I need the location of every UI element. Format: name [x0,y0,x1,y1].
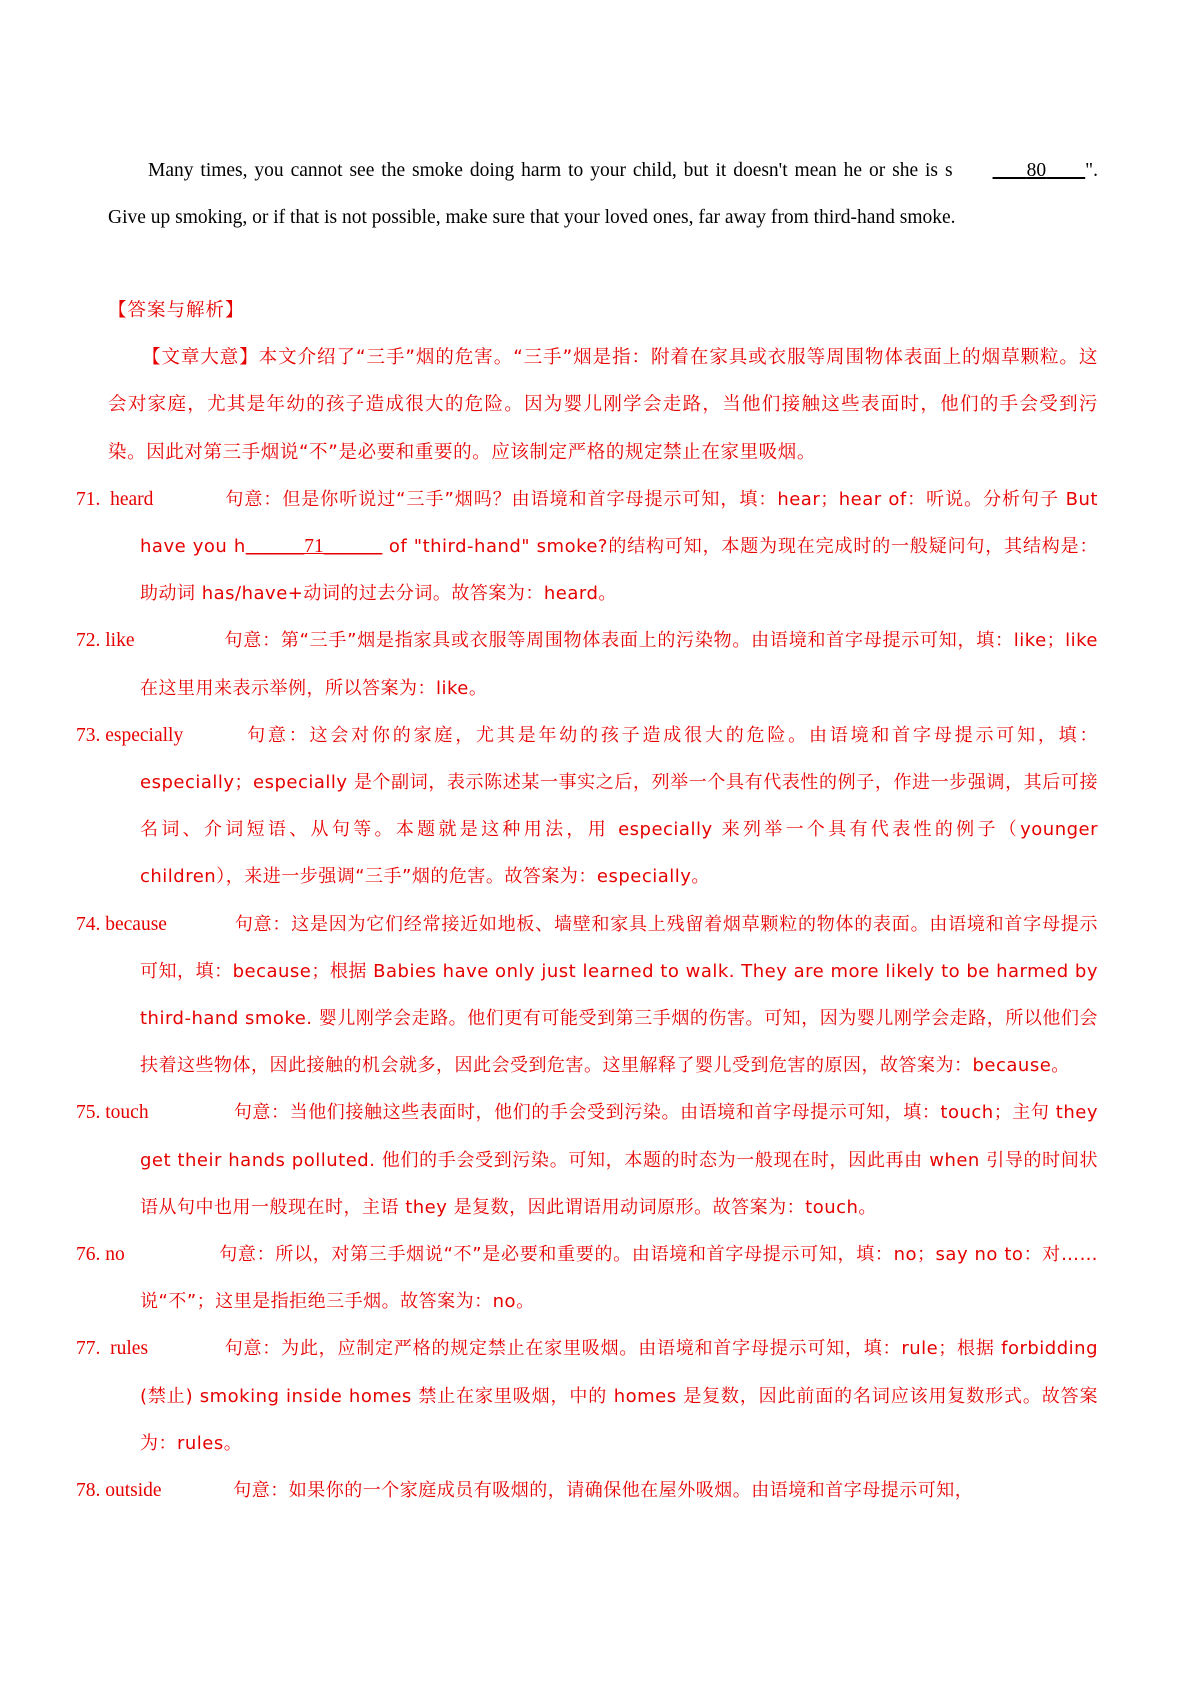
passage-line-2: ". Give up smoking, or if that is not possible, make sure that your loved ones, far away from [108,160,1099,228]
answer-item-76 [76,1231,1099,1325]
answer-explanation: 句意：这是因为它们经常接近如地板、墙壁和家具上残留着烟草颗粒的物体的表面。由语境和首字母提示可知，填：because；根据 Babies have only just learned to walk. They are more likely to be harmed by third-hand smoke. 婴儿刚学会走路。他们更有可能受到第三手烟的伤害。可知，因为婴儿刚学会走路，所以他们会扶着这些物体，因此接触的机会就多，因此会受到危害。这里解释了婴儿受到危害的原因，故答案为：because。 [140,913,1099,1077]
blank-80: 80 [1026,160,1047,181]
answer-explanation: 句意：所以，对第三手烟说“不”是必要和重要的。由语境和首字母提示可知，填：no；say no to：对……说“不”；这里是指拒绝三手烟。故答案为：no。 [140,1244,1099,1313]
answer-number: 74. [76,913,101,935]
answer-word: no [105,1244,125,1266]
answer-number: 72. [76,630,101,652]
answer-explanation: 句意：为此，应制定严格的规定禁止在家里吸烟。由语境和首字母提示可知，填：rule；根据 forbidding (禁止) smoking inside homes 禁止在家里吸烟，中的 homes 是复数，因此前面的名词应该用复数形式。故答案为：rules。 [140,1338,1098,1454]
answer-word: rules [110,1338,149,1360]
answer-item-72 [76,617,1099,711]
answer-number: 77. [76,1338,101,1360]
passage-line-3: third-hand smoke. [813,207,956,228]
passage-paragraph [108,147,1098,241]
answer-explanation: 句意：第“三手”烟是指家具或衣服等周围物体表面上的污染物。由语境和首字母提示可知，填：like；like 在这里用来表示举例，所以答案为：like。 [140,630,1099,699]
passage-line-1: Many times, you cannot see the smoke doing harm to your child, but it doesn't mean he or she is [148,160,939,181]
article-summary: 【文章大意】本文介绍了“三手”烟的危害。“三手”烟是指：附着在家具或衣服等周围物体表面上的烟草颗粒。这会对家庭，尤其是年幼的孩子造成很大的危险。因为婴儿刚学会走路，当他们接触这些表面时，他们的手会受到污染。因此对第三手烟说“不”是必要和重要的。应该制定严格的规定禁止在家里吸烟。 [108,347,1098,463]
answer-word: especially [105,724,184,746]
answer-title: 【答案与解析】 [108,300,245,321]
answer-item-73 [76,712,1098,901]
answer-word: heard [110,488,154,510]
blank-71: ______71______ [245,536,383,558]
answer-item-74 [76,901,1099,1090]
answer-number: 75. [76,1102,101,1124]
answer-item-71 [76,476,1099,618]
answer-word: because [105,913,167,935]
answer-word: touch [105,1102,149,1124]
passage-blank-prefix: s [944,160,953,181]
answer-item-75 [76,1089,1098,1231]
answer-explanation-cont: of "third-hand" smoke?的结构可知，本题为现在完成时的一般疑问句，其结构是：助动词 has/have+动词的过去分词。故答案为：heard。 [140,536,1099,605]
answer-number: 76. [76,1244,101,1266]
answer-word: outside [105,1480,162,1502]
answer-number: 71. [76,488,101,510]
answer-section [76,287,1099,1514]
answer-explanation: 句意：但是你听说过“三手”烟吗？由语境和首字母提示可知，填：hear；hear of：听说。分析句子 But have you h [140,488,1098,558]
answer-number: 73. [76,724,101,746]
answer-item-78 [76,1467,1098,1514]
answer-word: like [105,630,135,652]
answer-number: 78. [76,1480,101,1502]
answer-explanation: 句意：这会对你的家庭，尤其是年幼的孩子造成很大的危险。由语境和首字母提示可知，填：especially；especially 是个副词，表示陈述某一事实之后，列举一个具有代表性的例子，作进一步强调，其后可接名词、介词短语、从句等。本题就是这种用法，用 especially 来列举一个具有代表性的例子（younger children），来进一步强调“三手”烟的危害。故答案为：especially。 [140,724,1098,888]
answer-explanation: 句意：如果你的一个家庭成员有吸烟的，请确保他在屋外吸烟。由语境和首字母提示可知， [233,1480,974,1502]
answer-item-77 [76,1325,1098,1467]
answer-explanation: 句意：当他们接触这些表面时，他们的手会受到污染。由语境和首字母提示可知，填：touch；主句 they get their hands polluted. 他们的手会受到污染。可知，本题的时态为一般现在时，因此再由 when 引导的时间状语从句中也用一般现在时，主语 they 是复数，因此谓语用动词原形。故答案为：touch。 [140,1102,1098,1218]
